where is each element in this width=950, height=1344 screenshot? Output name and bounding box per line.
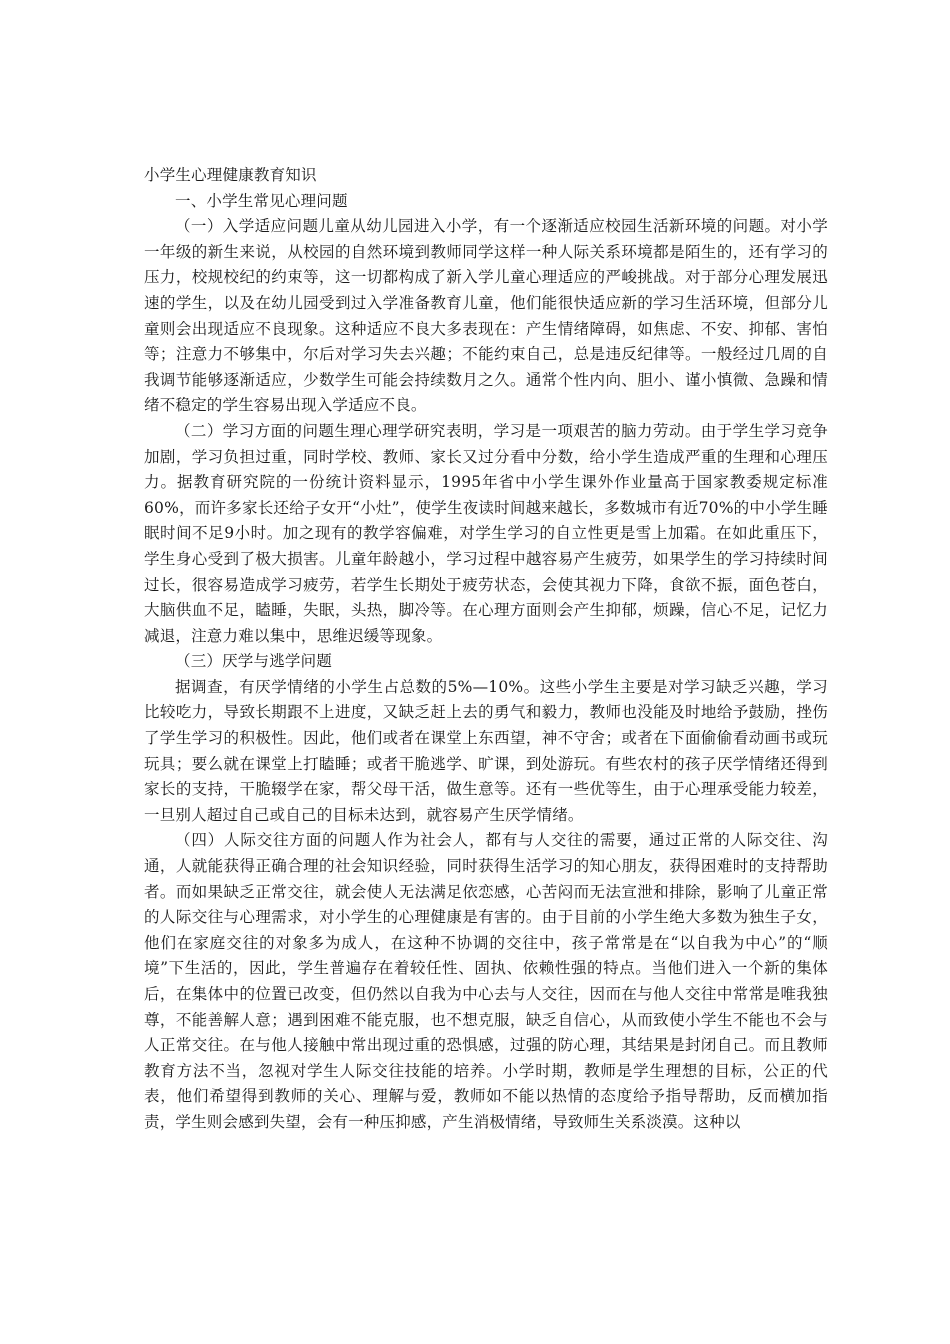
document-title: 小学生心理健康教育知识 bbox=[144, 166, 317, 184]
paragraph-adaptation: （一）入学适应问题儿童从幼儿园进入小学，有一个逐渐适应校园生活新环境的问题。对小学一年级的新生来说，从校园的自然环境到教师同学这样一种人际关系环境都是陌生的，还有学习的压力，校规校纪的约束等，这一切都构成了新入学儿童心理适应的严峻挑战。对于部分心理发展迅速的学生，以及在幼儿园受到过入学准备教育儿童，他们能很快适应新的学习生活环境，但部分儿童则会出现适应不良现象。这种适应不良大多表现在：产生情绪障碍，如焦虑、不安、抑郁、害怕等；注意力不够集中，尔后对学习失去兴趣；不能约束自己，总是违反纪律等。一般经过几周的自我调节能够逐渐适应，少数学生可能会持续数月之久。通常个性内向、胆小、谨小慎微、急躁和情绪不稳定的学生容易出现入学适应不良。 bbox=[144, 217, 828, 415]
document-body bbox=[144, 163, 828, 1136]
section-heading: 一、小学生常见心理问题 bbox=[175, 191, 348, 210]
paragraph-learning: （二）学习方面的问题生理心理学研究表明，学习是一项艰苦的脑力劳动。由于学生学习竞争加剧，学习负担过重，同时学校、教师、家长又过分看中分数，给小学生造成严重的生理和心理压力。据教育研究院的一份统计资料显示，1995年省中小学生课外作业量高于国家教委规定标准60%，而许多家长还给子女开“小灶”，使学生夜读时间越来越长，多数城市有近70%的中小学生睡眠时间不足9小时。加之现有的教学容偏难，对学生学习的自立性更是雪上加霜。在如此重压下，学生身心受到了极大损害。儿童年龄越小，学习过程中越容易产生疲劳，如果学生的学习持续时间过长，很容易造成学习疲劳，若学生长期处于疲劳状态，会使其视力下降，食欲不振，面色苍白，大脑供血不足，瞌睡，失眠，头热，脚冷等。在心理方面则会产生抑郁，烦躁，信心不足，记忆力减退，注意力难以集中，思维迟缓等现象。 bbox=[144, 421, 828, 645]
paragraph-school-aversion: 据调查，有厌学情绪的小学生占总数的5%—10%。这些小学生主要是对学习缺乏兴趣，学习比较吃力，导致长期跟不上进度，又缺乏赶上去的勇气和毅力，教师也没能及时地给予鼓励，挫伤了学生学习的积极性。因此，他们或者在课堂上东西望，神不守舍；或者在下面偷偷看动画书或玩玩具；要么就在课堂上打瞌睡；或者干脆逃学、旷课，到处游玩。有些农村的孩子厌学情绪还得到家长的支持，干脆辍学在家，帮父母干活，做生意等。还有一些优等生，由于心理承受能力较差，一旦别人超过自己或自己的目标未达到，就容易产生厌学情绪。 bbox=[144, 677, 828, 824]
paragraph-interpersonal: （四）人际交往方面的问题人作为社会人，都有与人交往的需要，通过正常的人际交往、沟通，人就能获得正确合理的社会知识经验，同时获得生活学习的知心朋友，获得困难时的支持帮助者。而如果缺乏正常交往，就会使人无法满足依恋感，心苦闷而无法宣泄和排除，影响了儿童正常的人际交往与心理需求，对小学生的心理健康是有害的。由于目前的小学生绝大多数为独生子女，他们在家庭交往的对象多为成人，在这种不协调的交往中，孩子常常是在“以自我为中心”的“顺境”下生活的，因此，学生普遍存在着较任性、固执、依赖性强的特点。当他们进入一个新的集体后，在集体中的位置已改变，但仍然以自我为中心去与人交往，因而在与他人交往中常常是唯我独尊，不能善解人意；遇到困难不能克服，也不想克服，缺乏自信心，从而致使小学生不能也不会与人正常交往。在与他人接触中常出现过重的恐惧感，过强的防心理，其结果是封闭自己。而且教师教育方法不当，忽视对学生人际交往技能的培养。小学时期，教师是学生理想的目标，公正的代表，他们希望得到教师的关心、理解与爱，教师如不能以热情的态度给予指导帮助，反而横加指责，学生则会感到失望，会有一种压抑感，产生消极情绪，导致师生关系淡漠。这种以 bbox=[144, 831, 828, 1131]
subheading-school-aversion: （三）厌学与逃学问题 bbox=[175, 652, 333, 671]
